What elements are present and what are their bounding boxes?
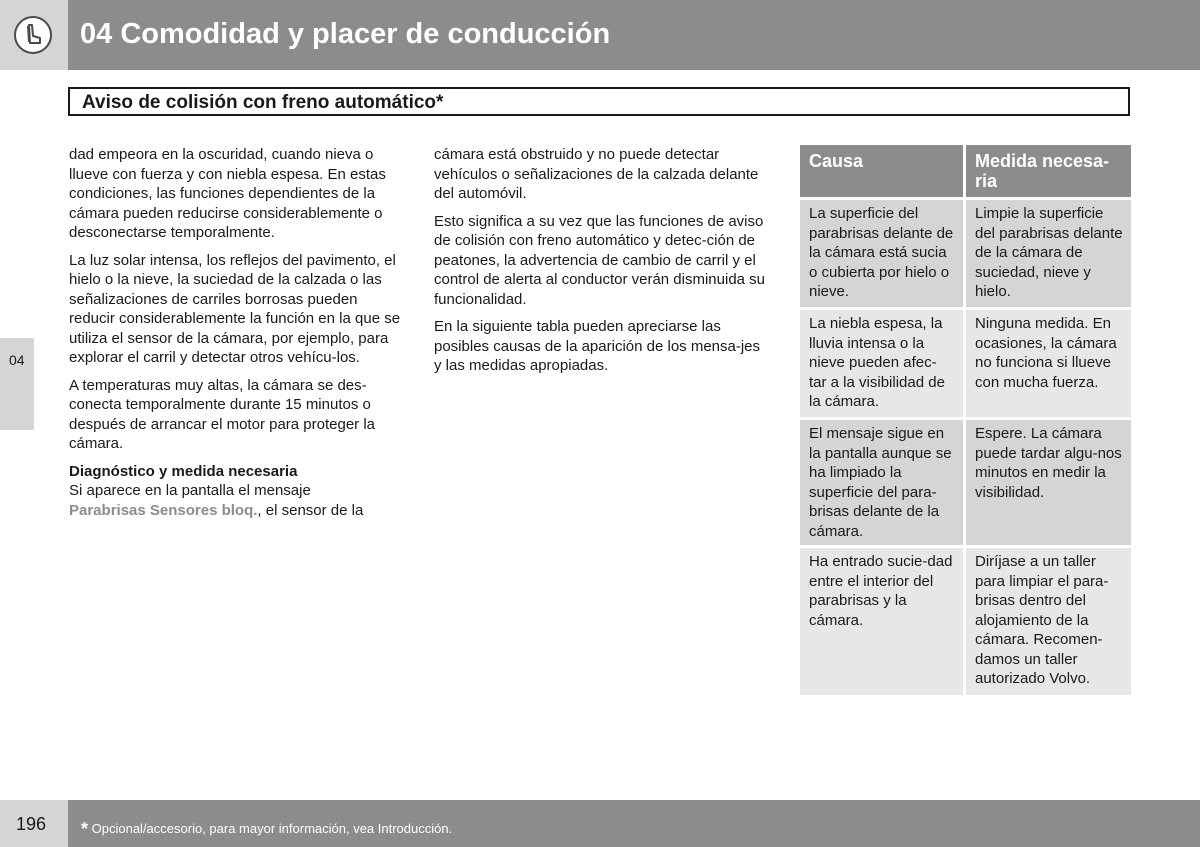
footnote xyxy=(81,817,452,838)
side-tab-label: 04 xyxy=(9,352,25,368)
page-number-box xyxy=(0,800,68,847)
paragraph: A temperaturas muy altas, la cámara se des-conecta temporalmente durante 15 minutos o después de arrancar el motor para proteger la cámara. xyxy=(69,376,376,452)
page-number: 196 xyxy=(16,814,47,834)
text-column-2 xyxy=(434,145,770,384)
paragraph-text: , el sensor de la xyxy=(257,501,364,519)
subheading-diagnostico: Diagnóstico y medida necesaria xyxy=(69,462,298,480)
paragraph xyxy=(69,481,403,520)
paragraph: dad empeora en la oscuridad, cuando nieva o llueve con fuerza y con niebla espesa. En estas condiciones, las funciones dependientes de la cámara pueden reducirse considerablemente o desconectarse temporalmente. xyxy=(69,146,386,241)
footnote-text: Opcional/accesorio, para mayor información, vea Introducción. xyxy=(91,821,453,836)
table-cell-cause: Ha entrado sucie-dad entre el interior del parabrisas y la cámara. xyxy=(800,548,963,695)
table-cell-measure: Espere. La cámara puede tardar algu-nos minutos en medir la visibilidad. xyxy=(966,420,1131,545)
table-cell-cause: El mensaje sigue en la pantalla aunque se ha limpiado la superficie del para-brisas delante de la cámara. xyxy=(800,420,963,545)
cause-measure-table xyxy=(800,145,1131,687)
footer-bar xyxy=(68,800,1200,847)
table-cell-cause: La niebla espesa, la lluvia intensa o la nieve pueden afec-tar a la visibilidad de la cámara. xyxy=(800,310,963,417)
table-header-causa: Causa xyxy=(800,145,963,197)
table-cell-cause: La superficie del parabrisas delante de la cámara está sucia o cubierta por hielo o nieve. xyxy=(800,200,963,307)
table-row xyxy=(800,420,1131,545)
table-cell-measure: Ninguna medida. En ocasiones, la cámara no funciona si llueve con mucha fuerza. xyxy=(966,310,1131,417)
text-column-1 xyxy=(69,145,403,528)
section-heading-box xyxy=(68,87,1130,116)
paragraph: En la siguiente tabla pueden apreciarse las posibles causas de la aparición de los mensa-jes y las medidas apropiadas. xyxy=(434,318,761,374)
paragraph-text: Si aparece en la pantalla el mensaje xyxy=(69,482,311,499)
table-row xyxy=(800,548,1131,695)
chapter-side-tab xyxy=(0,338,34,430)
chapter-title: 04 Comodidad y placer de conducción xyxy=(80,18,611,50)
paragraph: La luz solar intensa, los reflejos del pavimento, el hielo o la nieve, la suciedad de la calzada o las señalizaciones de carriles borrosas pueden reducir considerablemente la función en la que se utiliza el sensor de la cámara, por ejemplo, para explorar el carril y detectar otros vehícu-los. xyxy=(69,251,401,366)
paragraph: Esto significa a su vez que las funciones de aviso de colisión con freno automático y detec-ción de peatones, la advertencia de cambio de carril y el control de alerta al conductor verán disminuida su funcionalidad. xyxy=(434,212,766,308)
table-header-row xyxy=(800,145,1131,197)
footnote-star: * xyxy=(81,819,89,839)
table-row xyxy=(800,200,1131,307)
table-cell-measure: Diríjase a un taller para limpiar el para-brisas dentro del alojamiento de la cámara. Recomen-damos un taller autorizado Volvo. xyxy=(966,548,1131,695)
section-title: Aviso de colisión con freno automático* xyxy=(82,92,444,113)
display-message: Parabrisas Sensores bloq. xyxy=(69,501,258,519)
table-cell-measure: Limpie la superficie del parabrisas delante de la cámara de suciedad, nieve y hielo. xyxy=(966,200,1131,307)
paragraph: cámara está obstruido y no puede detectar vehículos o señalizaciones de la calzada delante del automóvil. xyxy=(434,146,759,202)
chapter-icon-box xyxy=(0,0,68,70)
chapter-header xyxy=(0,0,1200,70)
seat-icon xyxy=(14,16,52,54)
table-row xyxy=(800,310,1131,417)
table-header-medida: Medida necesa-ria xyxy=(966,145,1131,197)
